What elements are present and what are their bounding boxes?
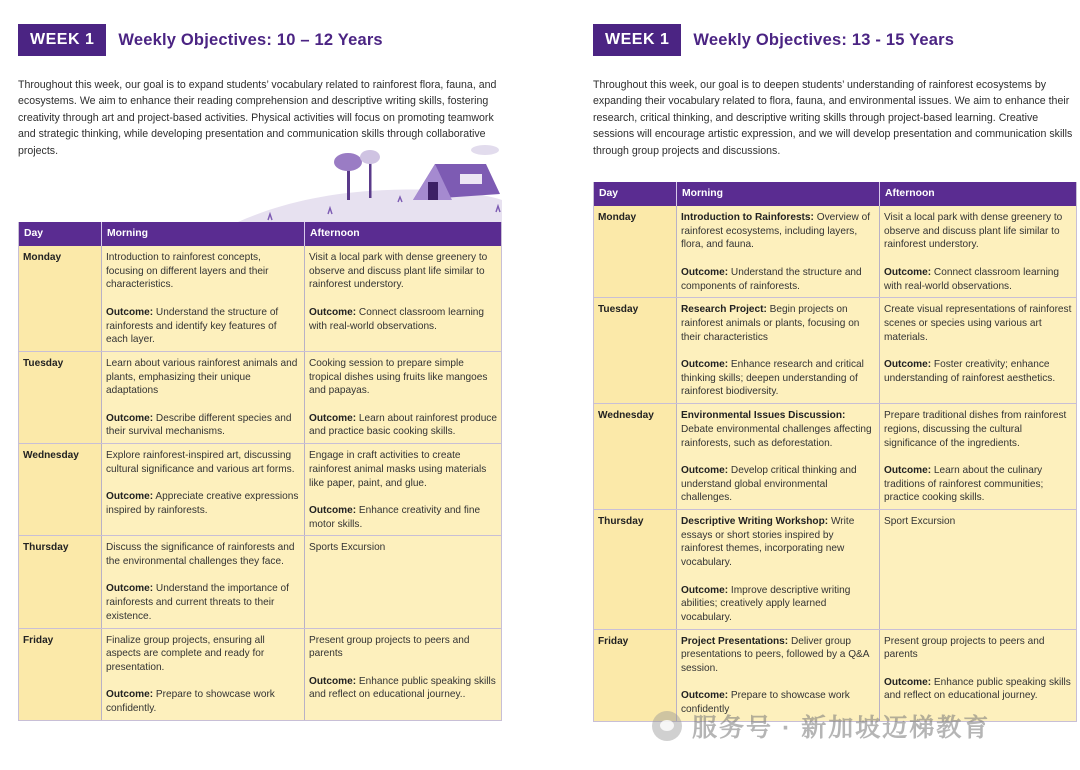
activity-text: Introduction to rainforest concepts, focusing on different layers and their characteristics. <box>106 252 269 291</box>
table-row <box>19 536 502 628</box>
day-cell: Monday <box>19 246 102 351</box>
activity-text: Present group projects to peers and parents <box>884 635 1045 661</box>
activity-text: Cooking session to prepare simple tropical dishes using fruits like mangoes and papayas. <box>309 357 488 397</box>
outcome-text: Outcome: Learn about rainforest produce and practice basic cooking skills. <box>309 412 497 438</box>
activity-text: Visit a local park with dense greenery to observe and discuss plant life similar to rainforest understory. <box>884 212 1063 251</box>
watermark <box>652 706 1052 746</box>
camp-illustration <box>238 142 502 222</box>
outcome-label: Outcome: <box>106 689 154 701</box>
morning-cell <box>677 510 880 630</box>
outcome-label: Outcome: <box>106 306 154 318</box>
table-row <box>594 298 1077 404</box>
schedule-table <box>593 182 1077 722</box>
header-morning: Morning <box>102 222 305 246</box>
afternoon-cell <box>880 206 1077 298</box>
outcome-label: Outcome: <box>681 584 729 596</box>
day-cell: Tuesday <box>594 298 677 404</box>
left-header <box>18 24 383 56</box>
outcome-label: Outcome: <box>884 464 932 476</box>
activity-title: Research Project: <box>681 304 767 316</box>
activity-text: Prepare traditional dishes from rainforest regions, discussing the cultural significance of the ingredients. <box>884 410 1067 449</box>
day-cell: Wednesday <box>19 444 102 536</box>
outcome-text: Outcome: Enhance public speaking skills and reflect on educational journey.. <box>309 675 496 701</box>
outcome-text: Outcome: Understand the structure of rainforests and identify key features of each layer. <box>106 306 279 346</box>
morning-cell <box>677 206 880 298</box>
outcome-text: Outcome: Connect classroom learning with real-world observations. <box>884 266 1060 292</box>
tent-icon <box>413 164 500 200</box>
activity-text: Project Presentations: Deliver group presentations to peers, followed by a Q&A session. <box>681 635 869 675</box>
activity-text: Finalize group projects, ensuring all aspects are complete and ready for presentation. <box>106 634 265 673</box>
morning-cell <box>102 628 305 720</box>
day-cell: Tuesday <box>19 351 102 443</box>
afternoon-cell <box>880 510 1077 630</box>
table-header-row <box>19 222 502 246</box>
activity-text: Discuss the significance of rainforests and the environmental challenges they face. <box>106 542 295 568</box>
week-badge: WEEK 1 <box>18 24 106 56</box>
outcome-text: Outcome: Enhance creativity and fine motor skills. <box>309 504 481 530</box>
outcome-text: Outcome: Improve descriptive writing abilities; creatively apply learned vocabulary. <box>681 584 851 623</box>
activity-text: Sport Excursion <box>884 516 956 528</box>
day-cell: Thursday <box>19 536 102 628</box>
activity-text: Present group projects to peers and parents <box>309 634 470 660</box>
morning-cell <box>677 404 880 510</box>
morning-cell <box>102 444 305 536</box>
afternoon-cell <box>305 536 502 628</box>
activity-text: Research Project: Begin projects on rainforest animals or plants, focusing on their characteristics <box>681 304 860 343</box>
table-header-row <box>594 182 1077 206</box>
outcome-text: Outcome: Connect classroom learning with real-world observations. <box>309 306 485 332</box>
outcome-text: Outcome: Foster creativity; enhance understanding of rainforest aesthetics. <box>884 359 1056 384</box>
outcome-label: Outcome: <box>884 359 932 370</box>
outcome-text: Outcome: Appreciate creative expressions inspired by rainforests. <box>106 491 299 516</box>
objectives-title: Weekly Objectives: 13 - 15 Years <box>693 30 955 49</box>
day-cell: Friday <box>19 628 102 720</box>
activity-text: Visit a local park with dense greenery to observe and discuss plant life similar to rainforest understory. <box>309 252 488 291</box>
activity-text: Engage in craft activities to create rainforest animal masks using materials like paper, paint, and glue. <box>309 450 487 489</box>
outcome-label: Outcome: <box>106 412 154 424</box>
outcome-label: Outcome: <box>884 676 932 688</box>
morning-cell <box>102 536 305 628</box>
day-cell: Friday <box>594 629 677 721</box>
outcome-label: Outcome: <box>106 491 154 503</box>
activity-title: Introduction to Rainforests: <box>681 212 814 223</box>
watermark-text: 服务号 · 新加坡迈梯教育 <box>692 714 991 742</box>
afternoon-cell <box>305 628 502 720</box>
outcome-label: Outcome: <box>106 583 154 595</box>
activity-text: Descriptive Writing Workshop: Write essays or short stories inspired by rainforest themes, incorporating new vocabulary. <box>681 516 855 569</box>
activity-text: Explore rainforest-inspired art, discussing cultural significance and various art forms. <box>106 450 295 475</box>
outcome-text: Outcome: Prepare to showcase work confidently. <box>106 689 275 715</box>
outcome-text: Outcome: Describe different species and their survival mechanisms. <box>106 412 292 438</box>
outcome-text: Outcome: Develop critical thinking and understand global environmental challenges. <box>681 464 857 504</box>
outcome-label: Outcome: <box>309 504 357 516</box>
morning-cell <box>102 246 305 351</box>
activity-text: Introduction to Rainforests: Overview of rainforest ecosystems, including layers, flora, and fauna. <box>681 212 871 251</box>
table-row <box>594 206 1077 298</box>
outcome-label: Outcome: <box>681 464 729 476</box>
outcome-text: Outcome: Understand the structure and components of rainforests. <box>681 266 862 292</box>
wechat-icon <box>652 711 682 741</box>
afternoon-cell <box>305 351 502 443</box>
activity-text: Environmental Issues Discussion: Debate environmental challenges affecting rainforests, such as deforestation. <box>681 410 872 449</box>
morning-cell <box>677 298 880 404</box>
activity-title: Environmental Issues Discussion: <box>681 410 846 422</box>
activity-title: Project Presentations: <box>681 635 789 647</box>
outcome-label: Outcome: <box>309 306 357 318</box>
header-day: Day <box>594 182 677 206</box>
day-cell: Monday <box>594 206 677 298</box>
table-row <box>19 444 502 536</box>
day-cell: Thursday <box>594 510 677 630</box>
outcome-text: Outcome: Learn about the culinary traditions of rainforest communities; practice cooking skills. <box>884 464 1044 504</box>
outcome-text: Outcome: Enhance public speaking skills and reflect on educational journey. <box>884 676 1071 702</box>
outcome-label: Outcome: <box>309 675 357 687</box>
afternoon-cell <box>880 404 1077 510</box>
outcome-text: Outcome: Prepare to showcase work confidently <box>681 690 850 716</box>
week-badge: WEEK 1 <box>593 24 681 56</box>
outcome-label: Outcome: <box>681 690 729 702</box>
outcome-label: Outcome: <box>681 266 729 278</box>
outcome-text: Outcome: Understand the importance of rainforests and current threats to their existence. <box>106 583 289 622</box>
header-day: Day <box>19 222 102 246</box>
objectives-title: Weekly Objectives: 10 – 12 Years <box>118 30 383 49</box>
activity-text: Create visual representations of rainforest scenes or species using various art materials. <box>884 304 1072 343</box>
header-afternoon: Afternoon <box>305 222 502 246</box>
day-cell: Wednesday <box>594 404 677 510</box>
header-morning: Morning <box>677 182 880 206</box>
table-row <box>594 510 1077 630</box>
afternoon-cell <box>305 444 502 536</box>
table-row <box>19 351 502 443</box>
outcome-label: Outcome: <box>681 359 729 370</box>
intro-paragraph: Throughout this week, our goal is to expand students’ vocabulary related to rainforest flora, fauna, and ecosystems. We aim to enhance their reading comprehension and descriptive writing skills, fostering creativity through art and project-based activities. Physical activities will focus on promoting teamwork and strategic thinking, while developing presentation and communication skills through collaborative projects. <box>18 79 497 157</box>
table-row <box>594 404 1077 510</box>
outcome-label: Outcome: <box>309 412 357 424</box>
table-row <box>19 628 502 720</box>
morning-cell <box>102 351 305 443</box>
afternoon-cell <box>880 298 1077 404</box>
afternoon-cell <box>305 246 502 351</box>
header-afternoon: Afternoon <box>880 182 1077 206</box>
right-header <box>593 24 954 56</box>
table-row <box>19 246 502 351</box>
activity-title: Descriptive Writing Workshop: <box>681 516 829 528</box>
outcome-label: Outcome: <box>884 266 932 278</box>
outcome-text: Outcome: Enhance research and critical thinking skills; deepen understanding of rainforest biodiversity. <box>681 359 864 398</box>
schedule-table <box>18 222 502 721</box>
activity-text: Sports Excursion <box>309 542 386 554</box>
activity-text: Learn about various rainforest animals and plants, emphasizing their unique adaptations <box>106 357 298 397</box>
intro-paragraph: Throughout this week, our goal is to deepen students’ understanding of rainforest ecosystems by expanding their vocabulary related to flora, fauna, and environmental issues. We aim to enhance their research, critical thinking, and descriptive writing skills through project-based learning. Creative sessions will encourage artistic expression, and we will develop presentation and communication skills through group projects and discussions. <box>593 79 1073 157</box>
